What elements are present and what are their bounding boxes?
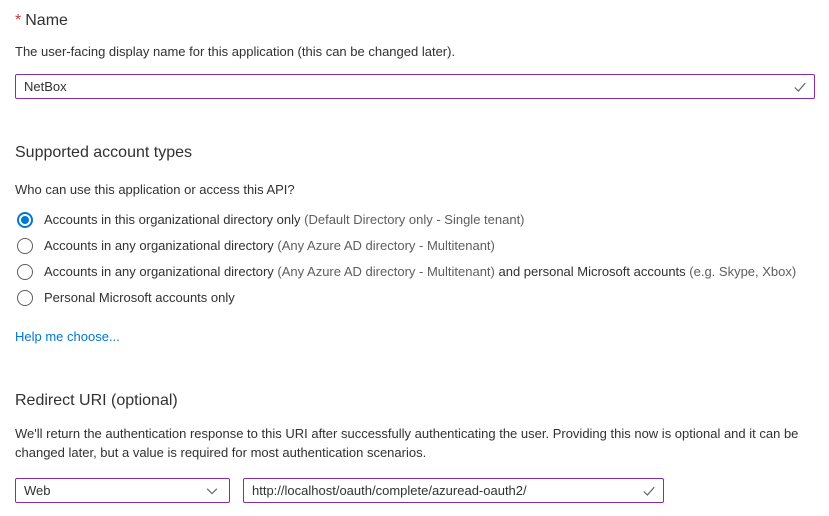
radio-label-main: Accounts in any organizational directory — [44, 264, 278, 279]
platform-select-value: Web — [24, 483, 51, 498]
radio-option-label — [44, 212, 525, 228]
redirect-uri-title: Redirect URI (optional) — [15, 392, 178, 409]
account-type-radio-option[interactable] — [15, 259, 815, 285]
redirect-uri-input-wrap — [243, 478, 664, 503]
name-input-wrap — [15, 74, 815, 99]
account-types-title: Supported account types — [15, 144, 193, 161]
name-section-title — [15, 11, 815, 31]
account-types-question: Who can use this application or access this API? — [15, 182, 295, 197]
radio-label-main: Accounts in this organizational directory only — [44, 212, 305, 227]
radio-option-label — [44, 264, 796, 280]
radio-label-detail: (Any Azure AD directory - Multitenant) — [277, 238, 495, 253]
radio-unselected-icon[interactable] — [17, 238, 33, 254]
help-me-choose-link[interactable]: Help me choose... — [15, 329, 120, 344]
required-asterisk: * — [15, 12, 22, 29]
radio-selected-icon[interactable] — [17, 212, 33, 228]
name-title-text: Name — [25, 12, 68, 29]
radio-label-main: Personal Microsoft accounts only — [44, 290, 235, 305]
name-description: The user-facing display name for this application (this can be changed later). — [15, 44, 456, 59]
radio-unselected-icon[interactable] — [17, 264, 33, 280]
radio-unselected-icon[interactable] — [17, 290, 33, 306]
radio-label-main: Accounts in any organizational directory — [44, 238, 278, 253]
chevron-down-icon — [205, 484, 219, 498]
radio-label-detail: (Default Directory only - Single tenant) — [304, 212, 525, 227]
redirect-uri-description: We'll return the authentication response to this URI after successfully authenticating the user. Providing this now is optional and it can be changed later, but a value is required for most authentication scenarios. — [15, 426, 799, 460]
account-type-options — [15, 207, 815, 311]
platform-select[interactable] — [15, 478, 230, 503]
radio-label-detail: (Any Azure AD directory - Multitenant) — [277, 264, 495, 279]
redirect-uri-controls — [15, 478, 815, 503]
name-input[interactable] — [15, 74, 815, 99]
account-type-radio-option[interactable] — [15, 207, 815, 233]
radio-label-detail: (e.g. Skype, Xbox) — [689, 264, 797, 279]
redirect-uri-input[interactable] — [243, 478, 664, 503]
radio-option-label — [44, 238, 495, 254]
radio-label-main: and personal Microsoft accounts — [494, 264, 690, 279]
radio-option-label — [44, 290, 235, 306]
account-type-radio-option[interactable] — [15, 233, 815, 259]
account-type-radio-option[interactable] — [15, 285, 815, 311]
